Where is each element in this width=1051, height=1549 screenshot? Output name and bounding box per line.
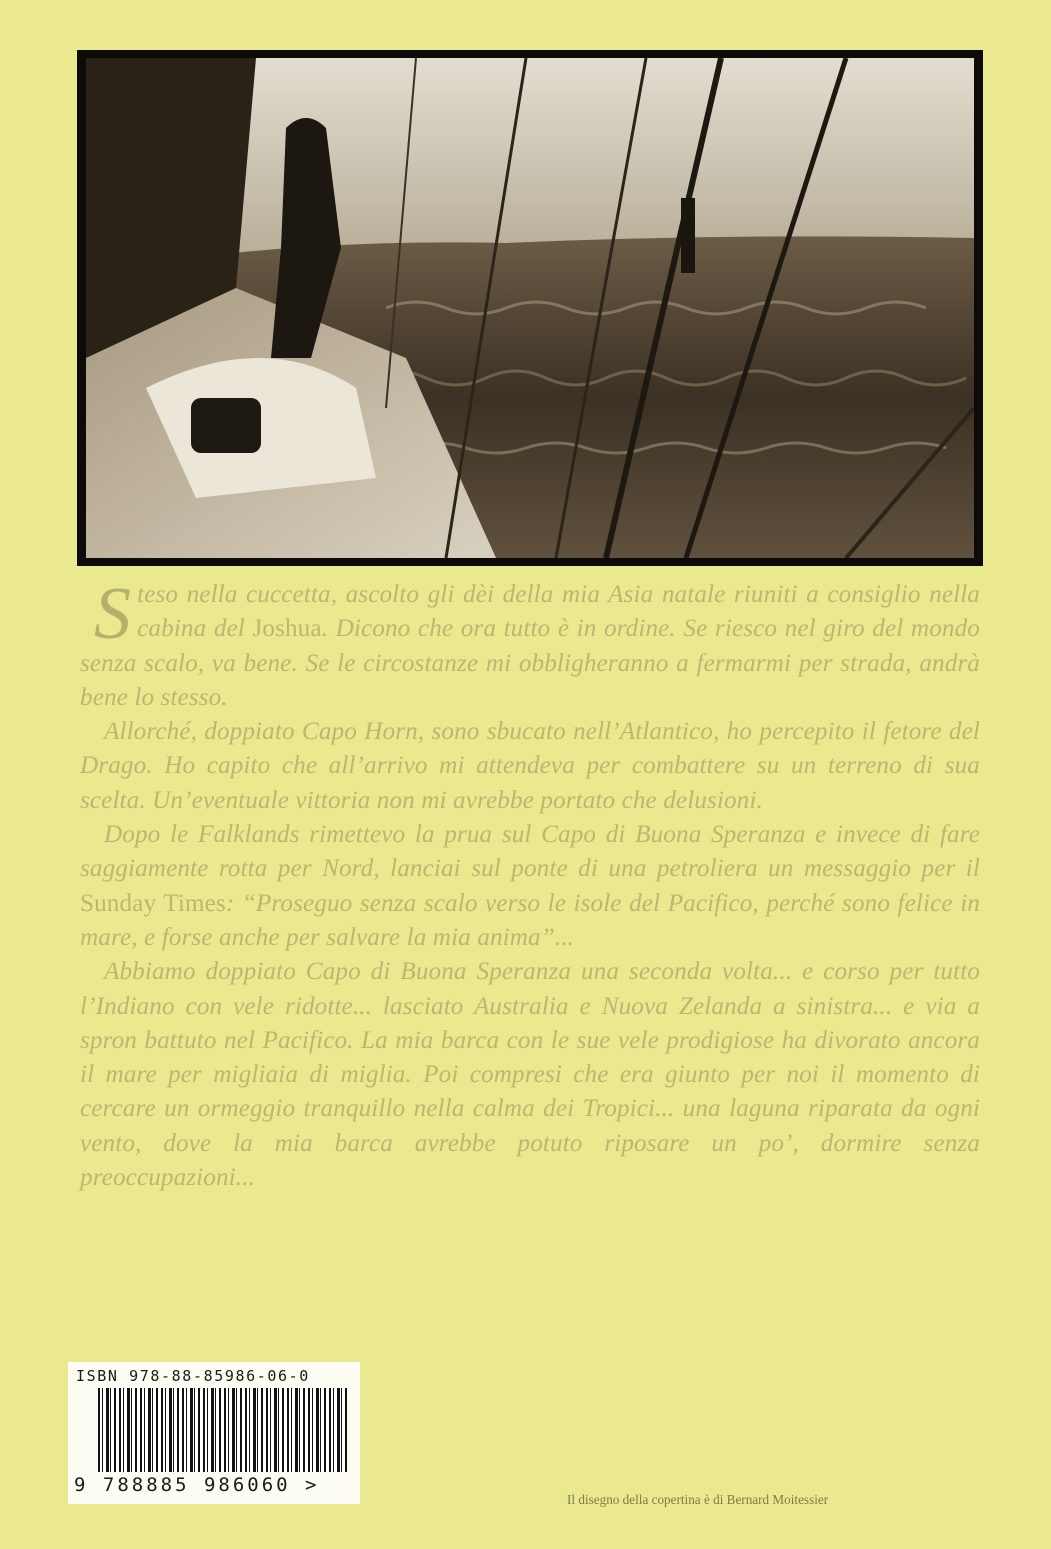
newspaper-name: Sunday Times [80,889,226,917]
drop-cap: S [94,573,132,655]
back-cover-blurb [80,573,980,1195]
blurb-paragraph-1 [80,573,980,715]
sailboat-photo [86,58,974,558]
blurb-text: . Dicono che ora tutto è in ordine. Se riesco nel giro del mondo senza scalo, va bene. Se le circostanze mi obbligheranno a fermarmi per strada, andrà bene lo stesso. [80,615,980,711]
ean-digits: 9 788885 986060 > [74,1474,320,1496]
boat-name: Joshua [252,615,322,643]
barcode-box [68,1362,360,1504]
blurb-text: teso nella cuccetta, ascolto gli dèi della mia Asia natale riuniti a consiglio nella cabina del [137,581,980,643]
blurb-paragraph-3 [80,818,980,955]
cover-credit: Il disegno della copertina è di Bernard Moitessier [567,1492,829,1507]
photo-frame [77,50,983,566]
blurb-text: : “Proseguo senza scalo verso le isole del Pacifico, perché sono felice in mare, e forse anche per salvare la mia anima”... [80,889,980,951]
isbn-label: ISBN 978-88-85986-06-0 [76,1367,310,1385]
sailboat-photo-icon [86,58,974,558]
blurb-text: Allorché, doppiato Capo Horn, sono sbucato nell’Atlantico, ho percepito il fetore del Drago. Ho capito che all’arrivo mi attendeva per combattere su un terreno di sua scelta. Un’eventuale vittoria non mi avrebbe portato che delusioni. [80,718,980,814]
blurb-paragraph-2 [80,715,980,818]
blurb-text: Dopo le Falklands rimettevo la prua sul Capo di Buona Speranza e invece di fare saggiamente rotta per Nord, lanciai sul ponte di una petroliera un messaggio per il [80,821,980,883]
blurb-text: Abbiamo doppiato Capo di Buona Speranza una seconda volta... e corso per tutto l’Indiano con vele ridotte... lasciato Australia e Nuova Zelanda a sinistra... e via a spron battuto nel Pacifico. La mia barca con le sue vele prodigiose ha divorato ancora il mare per migliaia di miglia. Poi compresi che era giunto per noi il momento di cercare un ormeggio tranquillo nella calma dei Tropici... una laguna riparata da ogni vento, dove la mia barca avrebbe potuto riposare un po’, dormire senza preoccupazioni... [80,958,980,1192]
blurb-paragraph-4 [80,955,980,1195]
barcode-bars-icon [98,1388,348,1472]
